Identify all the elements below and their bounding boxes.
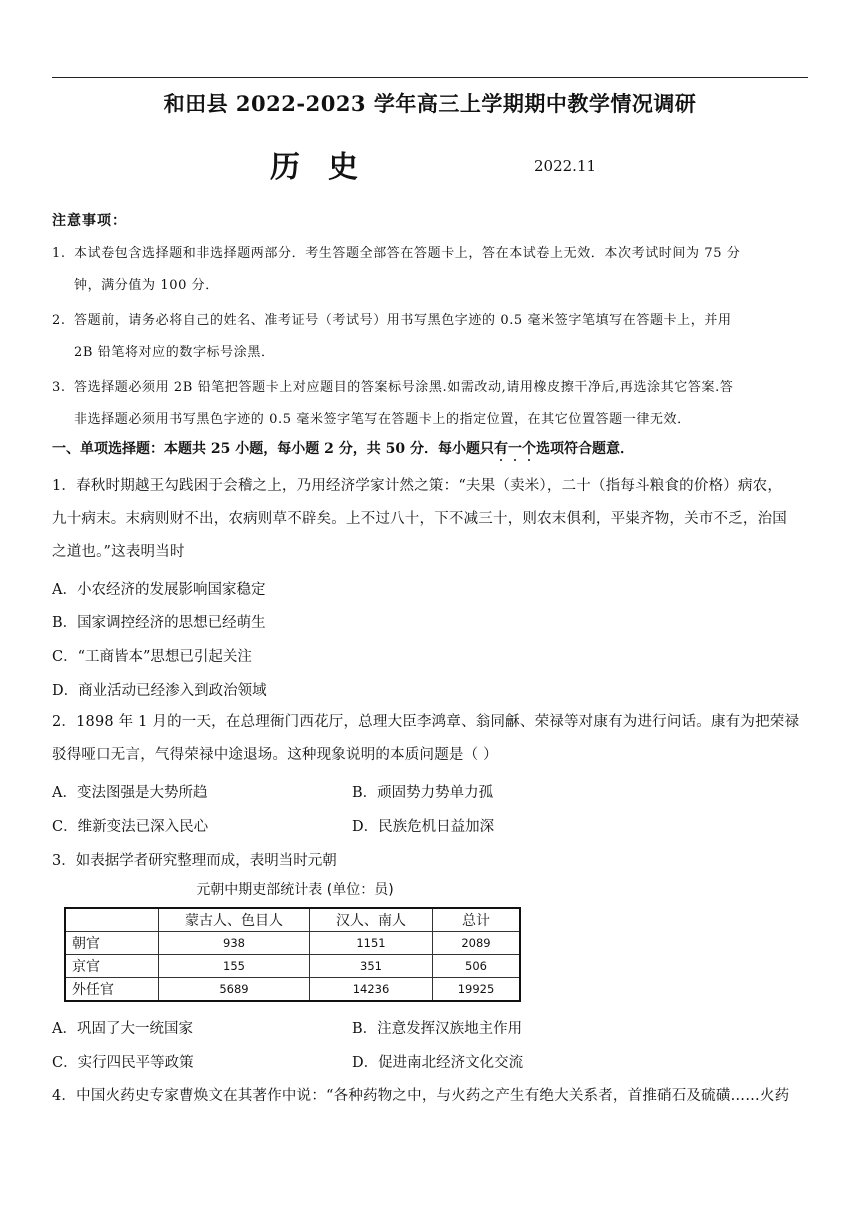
question-text: 2．1898 年 1 月的一天，在总理衙门西花厅，总理大臣李鸿章、翁同龢、荣禄等对康有为进行问话。康有为把荣禄 [52,714,800,730]
notice-text: 钟，满分值为 100 分． [74,278,219,293]
notice-text: 答选择题必须用 2B 铅笔把答题卡上对应题目的答案标号涂黑.如需改动,请用橡皮擦干净后,再选涂其它答案.答 [74,380,734,395]
exam-title: 和田县 2022-2023 学年高三上学期期中教学情况调研 [163,91,697,116]
table-header-cell: 总计 [433,908,521,932]
table-cell: 938 [159,932,310,955]
section-heading [52,438,634,458]
notice-text: 答题前，请务必将自己的姓名、准考证号（考试号）用书写黑色字迹的 0.5 毫米签字笔填写在答题卡上，并用 [74,313,732,328]
header-rule [52,77,808,78]
notice-heading: 注意事项： [52,213,127,229]
table-cell: 5689 [159,978,310,1002]
q3-option-d: D．促进南北经济文化交流 [352,1055,524,1071]
emphasis-char: 一 [507,441,522,457]
q3-option-c: C．实行四民平等政策 [52,1055,194,1071]
table-header-cell: 蒙古人、色目人 [159,908,310,932]
table-header-cell: 汉人、南人 [310,908,433,932]
question-1-stem [52,470,812,569]
subject-title: 历史 [270,150,386,185]
notice-text: 非选择题必须用书写黑色字迹的 0.5 毫米签字笔写在答题卡上的指定位置，在其它位置答题一律无效． [74,412,691,427]
table-row-label: 外任官 [65,978,159,1002]
question-text: 之道也。”这表明当时 [52,544,185,560]
q2-option-c: C．维新变法已深入民心 [52,819,209,835]
emphasis-char: 个 [521,441,536,457]
table-cell: 506 [433,955,521,978]
q2-option-d: D．民族危机日益加深 [352,819,495,835]
notice-item [52,372,812,436]
table-cell: 1151 [310,932,433,955]
table-row [65,932,520,955]
notice-number: 1. [52,246,66,261]
emphasis-char: 有 [493,441,508,457]
notice-number: 2. [52,313,66,328]
q3-option-b: B．注意发挥汉族地主作用 [352,1021,523,1037]
question-text: 驳得哑口无言，气得荣禄中途退场。这种现象说明的本质问题是（ ） [52,747,498,763]
question-4-stem: 4．中国火药史专家曹焕文在其著作中说：“各种药物之中，与火药之产生有绝大关系者，首推硝石及硫磺……火药 [52,1088,790,1104]
notice-number: 3. [52,380,66,395]
table-row-label: 京官 [65,955,159,978]
q1-option-a: A．小农经济的发展影响国家稳定 [52,582,266,598]
question-2-stem [52,706,812,772]
q2-option-a: A．变法图强是大势所趋 [52,785,208,801]
notice-item [52,305,812,369]
table-caption: 元朝中期吏部统计表 (单位：员) [196,882,394,898]
exam-date: 2022.11 [534,157,597,175]
table-header-row [65,908,520,932]
table-row [65,978,520,1002]
question-3-stem: 3．如表据学者研究整理而成，表明当时元朝 [52,853,337,869]
table-row-label: 朝官 [65,932,159,955]
notice-text: 2B 铅笔将对应的数字标号涂黑． [74,345,275,360]
table-cell: 155 [159,955,310,978]
table-cell: 2089 [433,932,521,955]
q1-option-c: C．“工商皆本”思想已引起关注 [52,649,252,665]
statistics-table [64,907,521,1002]
q1-option-d: D．商业活动已经渗入到政治领域 [52,683,267,699]
q1-option-b: B．国家调控经济的思想已经萌生 [52,615,266,631]
q2-option-b: B．顽固势力势单力孤 [352,785,494,801]
table-cell: 351 [310,955,433,978]
notice-item [52,238,812,302]
question-text: 1．春秋时期越王勾践困于会稽之上，乃用经济学家计然之策：“夫果（卖米），二十（指每斗粮食的价格）病农， [52,478,783,494]
table-row [65,955,520,978]
question-text: 九十病末。末病则财不出，农病则草不辟矣。上不过八十，下不减三十，则农末俱利，平粜齐物，关市不乏，治国 [52,511,787,527]
table-cell: 14236 [310,978,433,1002]
section-text: 选项符合题意． [535,441,634,457]
q3-option-a: A．巩固了大一统国家 [52,1021,193,1037]
notice-text: 本试卷包含选择题和非选择题两部分．考生答题全部答在答题卡上，答在本试卷上无效．本次考试时间为 75 分 [74,246,741,261]
table-cell: 19925 [433,978,521,1002]
section-text: 一、单项选择题：本题共 25 小题，每小题 2 分，共 50 分．每小题只 [52,441,494,457]
table-header-cell [65,908,159,932]
